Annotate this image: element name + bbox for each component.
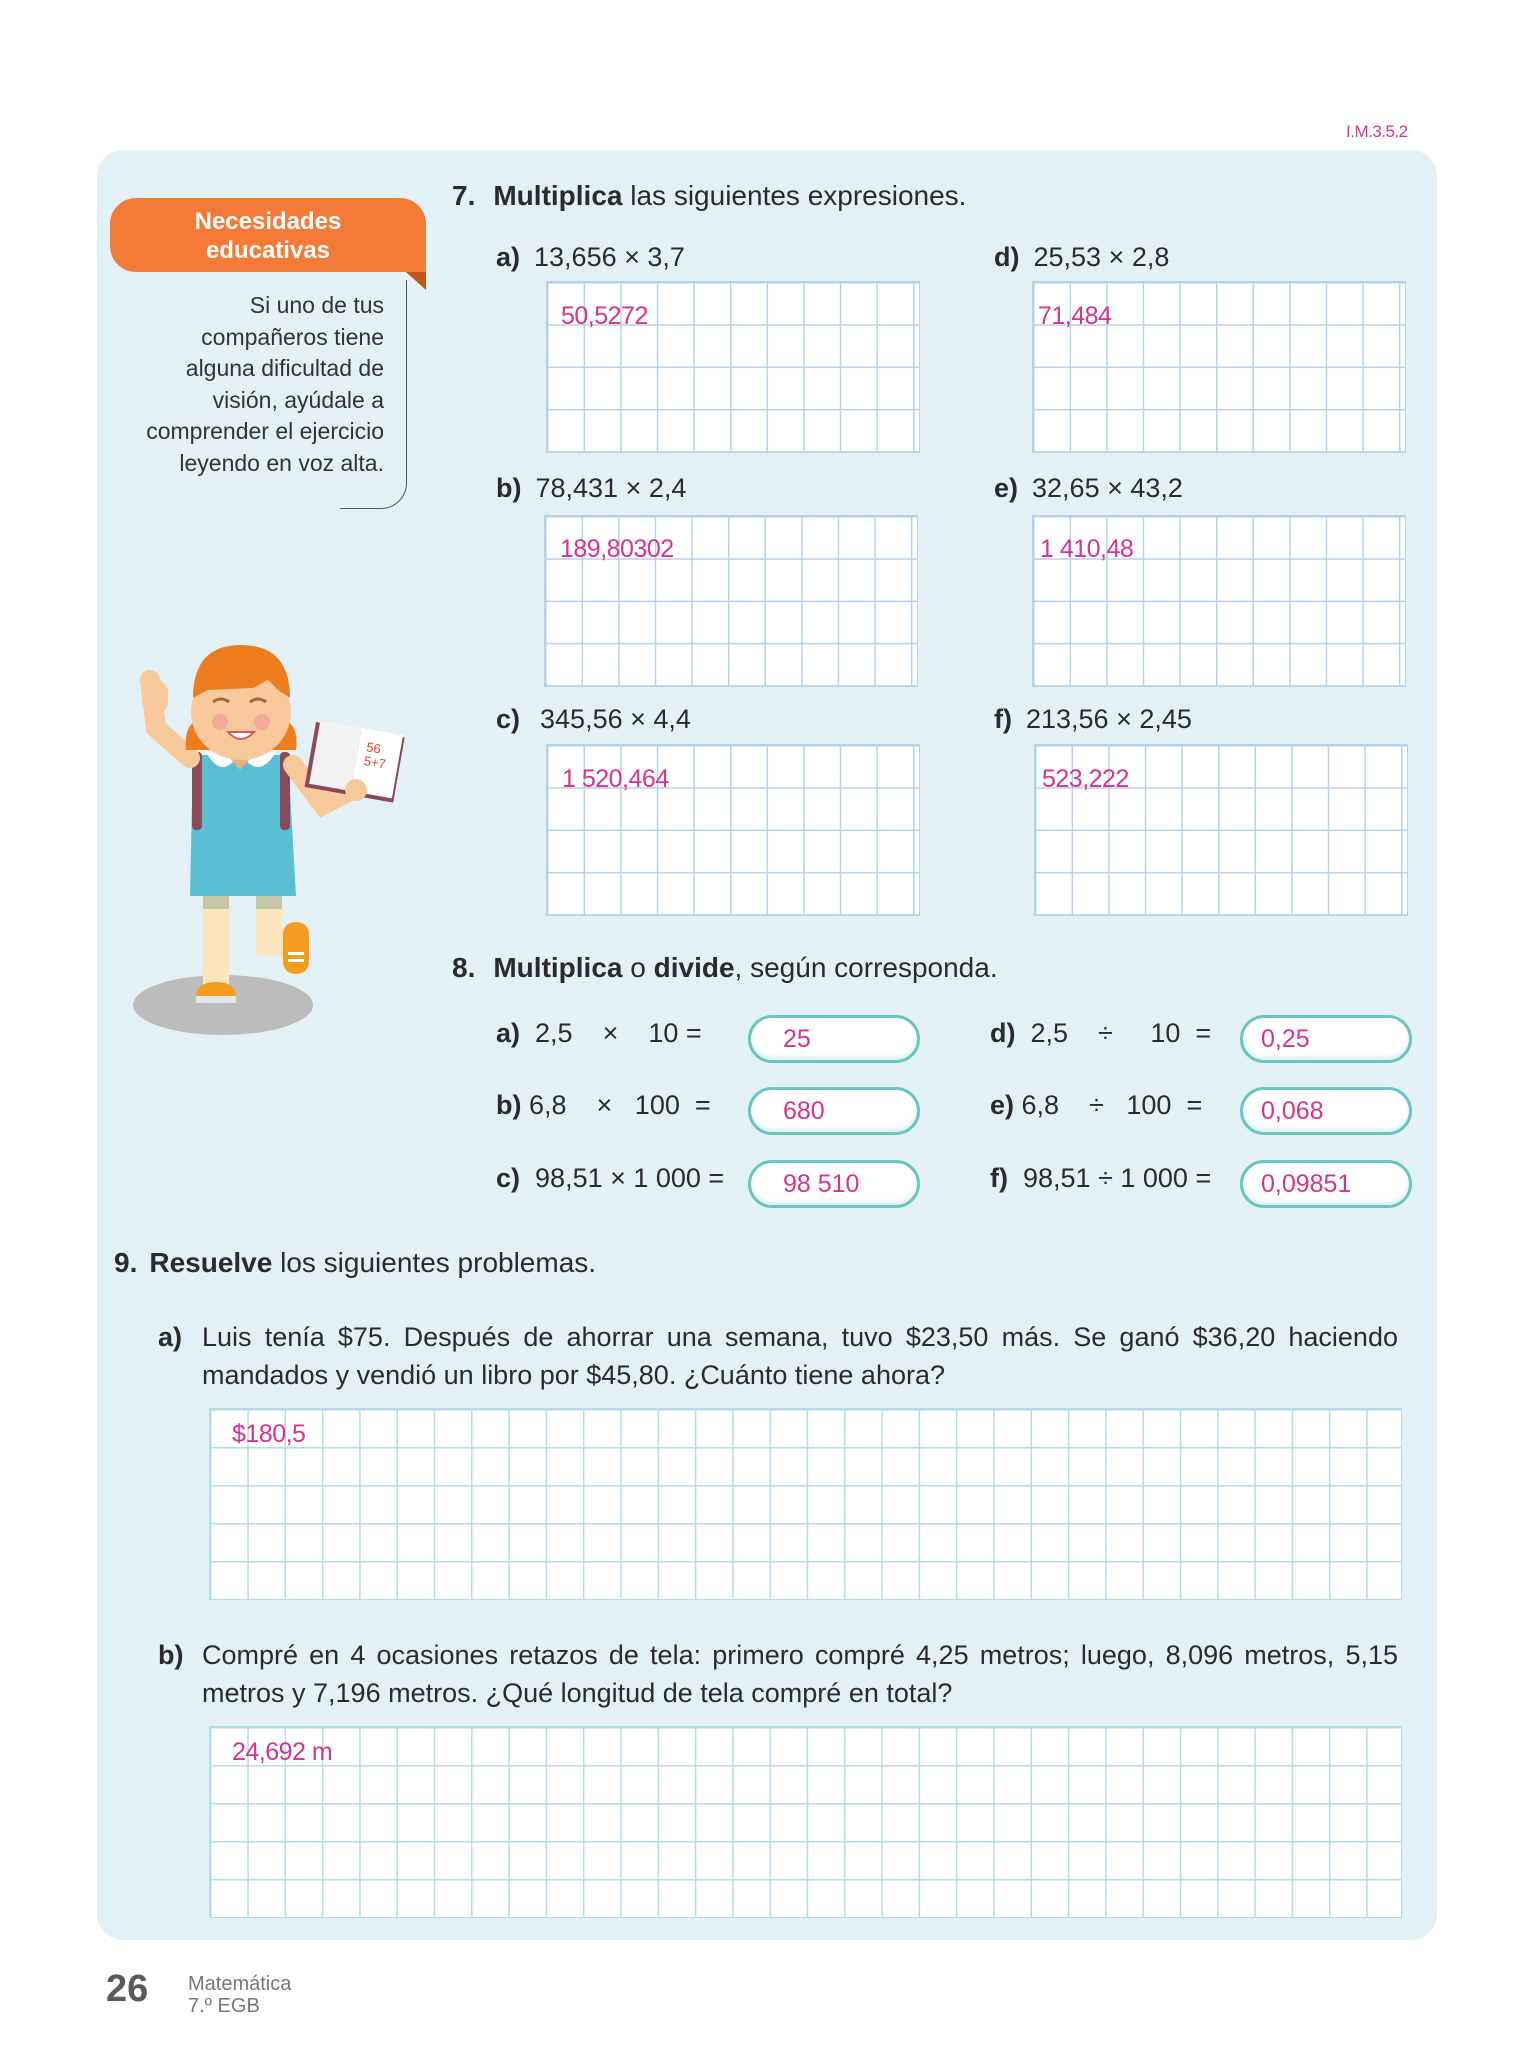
exercise-7b-label <box>496 473 686 504</box>
item-letter: c) <box>496 1163 521 1193</box>
item-expression: 213,56 × 2,45 <box>1025 704 1192 734</box>
item-letter: f) <box>990 1163 1008 1193</box>
exercise-8f-label <box>990 1163 1211 1194</box>
grade-level: 7.º EGB <box>188 1995 260 2017</box>
item-letter: b) <box>496 1090 522 1120</box>
answer-7d: 71,484 <box>1038 302 1112 330</box>
exercise-7f-label <box>994 704 1192 735</box>
page-number: 26 <box>106 1968 149 2010</box>
answer-box-8d[interactable] <box>1240 1015 1412 1063</box>
answer-9a: $180,5 <box>232 1420 306 1448</box>
item-expression: 98,51 ÷ 1 000 = <box>1023 1163 1212 1193</box>
answer-7e: 1 410,48 <box>1040 535 1134 563</box>
answer-8c: 98 510 <box>783 1170 860 1198</box>
item-expression: 98,51 × 1 000 = <box>535 1163 725 1193</box>
book-text: 5+7 <box>362 753 388 772</box>
exercise-7e-label <box>994 473 1183 504</box>
item-letter: e) <box>994 473 1019 503</box>
answer-9b: 24,692 m <box>232 1738 333 1766</box>
item-expression: 13,656 × 3,7 <box>534 242 685 272</box>
problem-9b <box>158 1636 1398 1712</box>
subject-name: Matemática <box>188 1973 292 1995</box>
item-expression: 2,5 × 10 = <box>535 1018 702 1048</box>
item-expression: 6,8 × 100 = <box>529 1090 711 1120</box>
exercise-8a-label <box>496 1018 702 1049</box>
book-info <box>188 1973 291 2017</box>
note-line: comprender el ejercicio <box>146 418 384 444</box>
answer-box-8a[interactable] <box>748 1015 920 1063</box>
exercise-connector: o <box>622 952 654 983</box>
answer-grid-9b[interactable] <box>209 1726 1402 1918</box>
exercise-7d-label <box>994 242 1169 273</box>
item-letter: f) <box>994 704 1012 734</box>
note-line: leyendo en voz alta. <box>179 449 384 476</box>
item-letter: d) <box>994 242 1020 272</box>
answer-8a: 25 <box>783 1025 811 1053</box>
book-text: 56 <box>365 739 383 757</box>
problem-text: Compré en 4 ocasiones retazos de tela: primero compré 4,25 metros; luego, 8,096 metros, 5,15 metros y 7,196 metros. ¿Qué longitud de tela compré en total? <box>202 1640 1398 1708</box>
answer-7c: 1 520,464 <box>562 765 669 793</box>
item-letter: c) <box>496 704 521 734</box>
exercise-instruction: , según corresponda. <box>734 952 998 983</box>
item-letter: b) <box>496 473 522 503</box>
item-letter: a) <box>158 1322 183 1352</box>
item-letter: a) <box>496 242 521 272</box>
answer-box-8f[interactable] <box>1240 1160 1412 1208</box>
answer-8f: 0,09851 <box>1261 1170 1352 1198</box>
note-line: alguna dificultad de <box>185 355 384 381</box>
answer-8b: 680 <box>783 1097 825 1125</box>
note-title-line1: Necesidades <box>194 208 342 235</box>
exercise-7-title <box>452 180 966 212</box>
exercise-verb: Multiplica <box>493 180 623 211</box>
item-expression: 78,431 × 2,4 <box>535 473 687 503</box>
item-letter: b) <box>158 1640 184 1670</box>
note-line: Si uno de tus <box>249 292 384 318</box>
item-expression: 2,5 ÷ 10 = <box>1030 1018 1212 1048</box>
exercise-7a-label <box>496 242 685 273</box>
answer-grid-9a[interactable] <box>209 1408 1402 1600</box>
answer-box-8c[interactable] <box>748 1160 920 1208</box>
exercise-8c-label <box>496 1163 724 1194</box>
exercise-8d-label <box>990 1018 1211 1049</box>
note-title <box>110 198 426 272</box>
exercise-8b-label <box>496 1090 711 1121</box>
exercise-7c-label <box>496 704 691 735</box>
note-body <box>110 290 384 479</box>
exercise-8-title <box>452 952 998 984</box>
girl-illustration-icon <box>128 640 438 1060</box>
answer-8e: 0,068 <box>1261 1097 1324 1125</box>
answer-8d: 0,25 <box>1261 1025 1310 1053</box>
item-expression: 32,65 × 43,2 <box>1032 473 1183 503</box>
item-letter: d) <box>990 1018 1016 1048</box>
item-letter: e) <box>990 1090 1015 1120</box>
item-letter: a) <box>496 1018 521 1048</box>
answer-7a: 50,5272 <box>561 302 648 330</box>
exercise-instruction: los siguientes problemas. <box>272 1247 597 1278</box>
exercise-verb: divide <box>653 952 735 983</box>
exercise-number: 7. <box>452 180 476 211</box>
note-fold-decoration <box>406 272 426 290</box>
answer-7f: 523,222 <box>1042 765 1129 793</box>
answer-7b: 189,80302 <box>560 535 674 563</box>
exercise-verb: Resuelve <box>149 1247 273 1278</box>
problem-9a <box>158 1318 1398 1394</box>
item-expression: 6,8 ÷ 100 = <box>1021 1090 1203 1120</box>
note-title-line2: educativas <box>205 237 331 264</box>
answer-box-8b[interactable] <box>748 1087 920 1135</box>
exercise-8e-label <box>990 1090 1202 1121</box>
note-line: compañeros tiene <box>201 323 384 350</box>
exercise-number: 8. <box>452 952 476 983</box>
curriculum-code: I.M.3.5.2 <box>1346 122 1408 141</box>
answer-box-8e[interactable] <box>1240 1087 1412 1135</box>
exercise-number: 9. <box>114 1247 138 1278</box>
note-line: visión, ayúdale a <box>212 386 384 413</box>
problem-text: Luis tenía $75. Después de ahorrar una semana, tuvo $23,50 más. Se ganó $36,20 haciendo mandados y vendió un libro por $45,80. ¿Cuánto tiene ahora? <box>202 1322 1398 1390</box>
exercise-9-title <box>114 1247 596 1279</box>
item-expression: 25,53 × 2,8 <box>1033 242 1170 272</box>
exercise-instruction: las siguientes expresiones. <box>622 180 967 211</box>
item-expression: 345,56 × 4,4 <box>540 704 691 734</box>
exercise-verb: Multiplica <box>493 952 623 983</box>
